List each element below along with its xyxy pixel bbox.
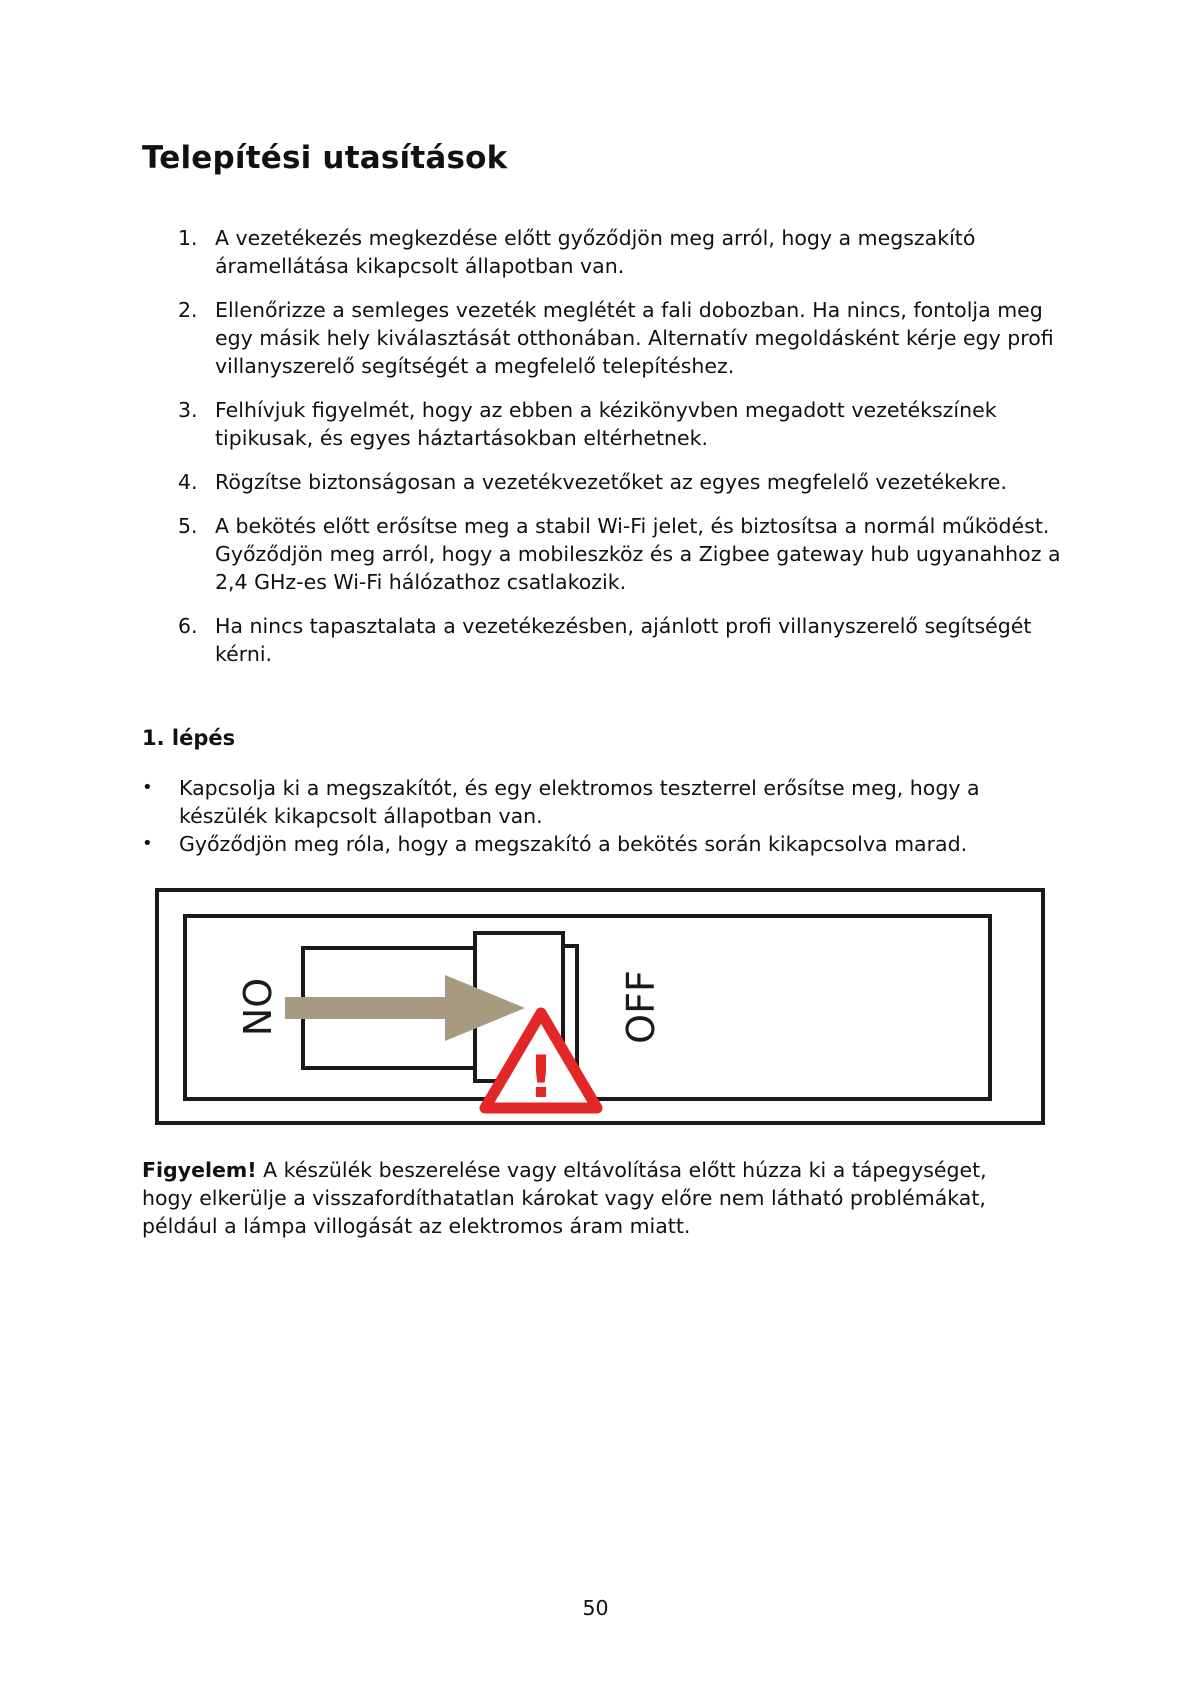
- bullet-text: Kapcsolja ki a megszakítót, és egy elektromos teszterrel erősítse meg, hogy a készülék kikapcsolt állapotban van.: [179, 776, 980, 828]
- item-text: A vezetékezés megkezdése előtt győződjön meg arról, hogy a megszakító áramellátása kikapcsolt állapotban van.: [215, 226, 976, 278]
- item-number: 2.: [178, 298, 198, 322]
- page-number: 50: [582, 1596, 609, 1620]
- list-item: [142, 224, 1062, 280]
- on-label: ON: [234, 977, 278, 1037]
- bullet-icon: •: [142, 777, 153, 798]
- bullet-icon: •: [142, 833, 153, 854]
- item-number: 4.: [178, 470, 198, 494]
- instruction-list: [142, 224, 1062, 684]
- note-label: Figyelem!: [142, 1158, 257, 1182]
- list-item: [142, 612, 1062, 668]
- item-number: 5.: [178, 514, 198, 538]
- bullet-item: [142, 774, 1062, 830]
- item-text: A bekötés előtt erősítse meg a stabil Wi-Fi jelet, és biztosítsa a normál működést. Győződjön meg arról, hogy a mobileszköz és a Zigbee gateway hub ugyanahhoz a 2,4 GHz-es Wi-Fi hálózathoz csatlakozik.: [215, 514, 1061, 594]
- item-number: 3.: [178, 398, 198, 422]
- warning-mark: !: [527, 1043, 555, 1111]
- off-label: OFF: [619, 970, 663, 1044]
- bullet-item: [142, 830, 1062, 858]
- list-item: [142, 396, 1062, 452]
- bullet-text: Győződjön meg róla, hogy a megszakító a bekötés során kikapcsolva marad.: [179, 832, 968, 856]
- item-text: Ha nincs tapasztalata a vezetékezésben, ajánlott profi villanyszerelő segítségét kérni.: [215, 614, 1032, 666]
- list-item: [142, 512, 1062, 596]
- bullet-list: [142, 774, 1062, 858]
- item-text: Rögzítse biztonságosan a vezetékvezetőket az egyes megfelelő vezetékekre.: [215, 470, 1007, 494]
- warning-note: [142, 1156, 1042, 1240]
- item-text: Felhívjuk figyelmét, hogy az ebben a kézikönyvben megadott vezetékszínek tipikusak, és egyes háztartásokban eltérhetnek.: [215, 398, 997, 450]
- list-item: [142, 468, 1062, 496]
- item-text: Ellenőrizze a semleges vezeték meglétét a fali dobozban. Ha nincs, fontolja meg egy másik hely kiválasztását otthonában. Alternatív megoldásként kérje egy profi villanyszerelő segítségét a megfelelő telepítéshez.: [215, 298, 1054, 378]
- breaker-switch-figure: [155, 888, 1050, 1138]
- item-number: 1.: [178, 226, 198, 250]
- section-heading: 1. lépés: [142, 726, 236, 750]
- item-number: 6.: [178, 614, 198, 638]
- note-text: A készülék beszerelése vagy eltávolítása előtt húzza ki a tápegységet, hogy elkerülje a visszafordíthatatlan károkat vagy előre nem látható problémákat, például a lámpa villogását az elektromos áram miatt.: [142, 1158, 987, 1238]
- list-item: [142, 296, 1062, 380]
- page-title: Telepítési utasítások: [142, 140, 508, 176]
